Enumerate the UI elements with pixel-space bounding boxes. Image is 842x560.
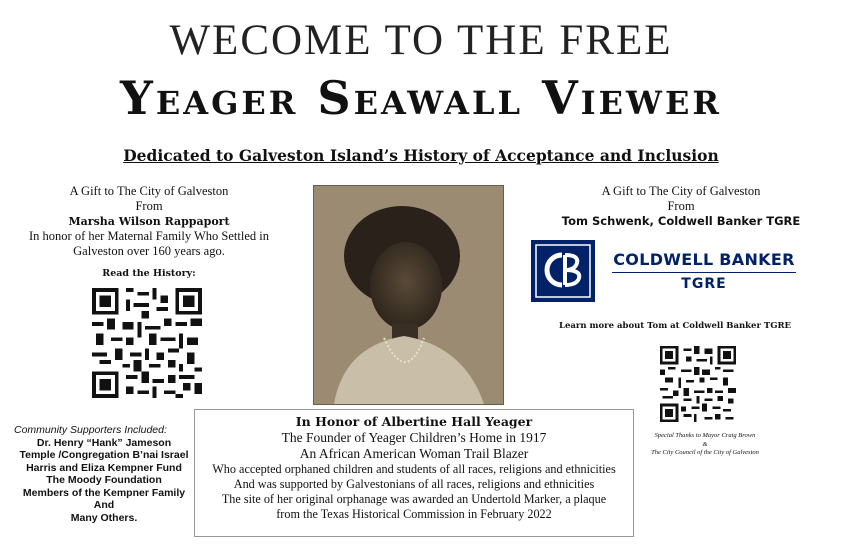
community-list — [14, 437, 194, 525]
portrait-illustration-icon — [314, 186, 503, 404]
list-item: Dr. Henry “Hank” Jameson — [36, 436, 172, 449]
read-history-label: Read the History: — [102, 268, 196, 279]
honor-title: In Honor of Albertine Hall Yeager — [295, 414, 533, 429]
community-supporters — [14, 424, 194, 524]
qr-code-icon[interactable] — [660, 346, 736, 422]
right-gift-line2: From — [667, 199, 695, 213]
honor-line4: And was supported by Galvestonians of all races, religions and ethnicities — [233, 477, 595, 491]
left-gift-line4: Galveston over 160 years ago. — [73, 244, 225, 258]
honor-line1: The Founder of Yeager Children’s Home in 1917 — [281, 430, 547, 445]
logo-divider — [612, 272, 796, 273]
honor-line5: The site of her original orphanage was awarded an Undertold Marker, a plaque — [221, 492, 607, 506]
title-line-2: Yeager Seawall Viewer — [120, 71, 722, 125]
portrait-photo — [314, 186, 503, 404]
thanks-line3: The City Council of the City of Galveston — [651, 449, 759, 456]
honor-line2: An African American Woman Trail Blazer — [299, 446, 529, 461]
list-item: Temple /Congregation B’nai Israel — [19, 449, 189, 461]
list-item: Members of the Kempner Family — [22, 486, 186, 499]
qr-code-icon[interactable] — [92, 288, 202, 398]
honor-box — [194, 409, 634, 537]
special-thanks — [630, 432, 780, 458]
left-gift-line1: A Gift to The City of Galveston — [69, 184, 229, 198]
coldwell-banker-name: COLDWELL BANKER — [613, 250, 795, 269]
right-gift-block — [546, 184, 816, 229]
left-gift-donor-name: Marsha Wilson Rappaport — [68, 215, 230, 228]
list-item: And — [93, 499, 115, 511]
honor-line6: from the Texas Historical Commission in February 2022 — [276, 507, 552, 521]
thanks-line1: Special Thanks to Mayor Craig Brown — [654, 432, 756, 439]
right-gift-donor-name: Tom Schwenk, Coldwell Banker TGRE — [561, 214, 801, 228]
list-item: Many Others. — [70, 511, 138, 524]
left-gift-block — [20, 184, 278, 259]
honor-line3: Who accepted orphaned children and students of all races, religions and ethnicities — [212, 462, 616, 476]
dedication-heading: Dedicated to Galveston Island’s History of Acceptance and Inclusion — [123, 146, 719, 165]
left-gift-line2: From — [135, 199, 163, 213]
left-gift-line3: In honor of her Maternal Family Who Settled in — [29, 229, 269, 243]
learn-more-label: Learn more about Tom at Coldwell Banker TGRE — [558, 321, 792, 331]
coldwell-banker-logo-icon[interactable] — [531, 240, 595, 302]
tgre-name: TGRE — [681, 276, 727, 292]
title-line-1: WECOME TO THE FREE — [169, 17, 673, 64]
list-item: Harris and Eliza Kempner Fund — [26, 461, 182, 474]
community-header: Community Supporters Included: — [14, 424, 167, 436]
list-item: The Moody Foundation — [46, 474, 162, 486]
right-gift-line1: A Gift to The City of Galveston — [601, 184, 761, 198]
thanks-line2: & — [702, 440, 708, 448]
